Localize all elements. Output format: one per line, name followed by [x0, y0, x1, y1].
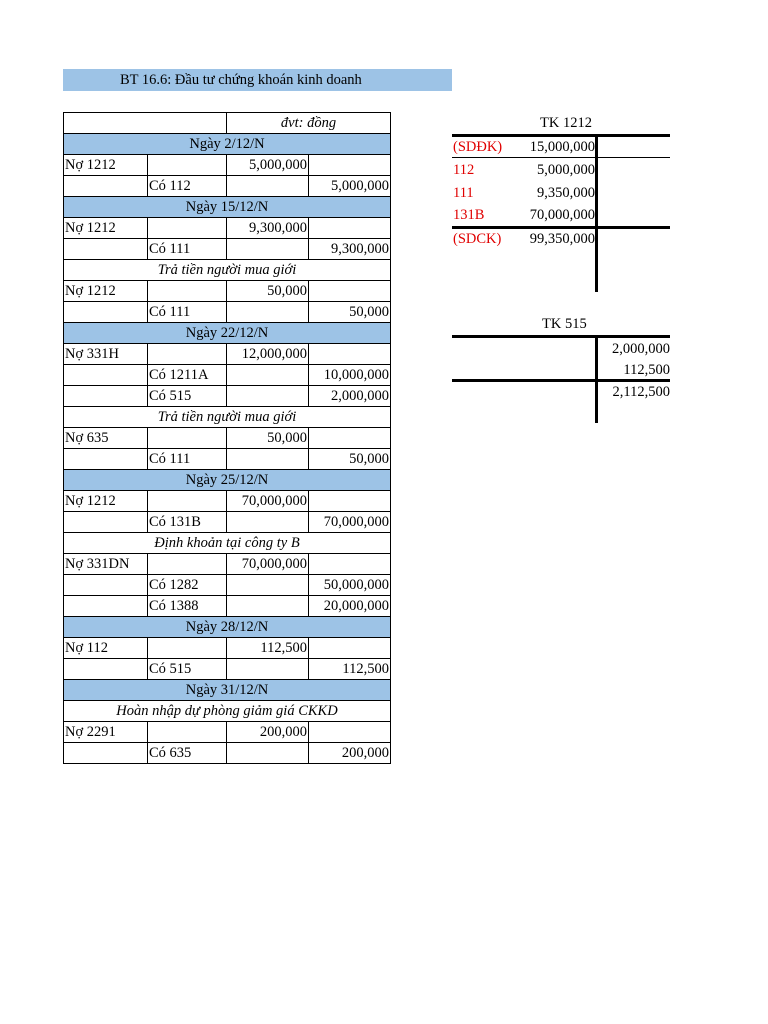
debit-account-cell [64, 596, 148, 617]
journal-table [63, 112, 391, 764]
credit-amount-cell [309, 281, 391, 302]
date-header-row [64, 470, 391, 491]
t-account-1212-row-value: 5,000,000 [537, 162, 595, 178]
entry-note: Định khoản tại công ty B [64, 533, 391, 554]
credit-account-cell: Có 111 [148, 449, 227, 470]
entry-note: Trả tiền người mua giới [64, 407, 391, 428]
journal-entry-row [64, 743, 391, 764]
debit-account-cell [64, 512, 148, 533]
unit-label: đvt: đồng [227, 113, 391, 134]
credit-account-cell [148, 638, 227, 659]
debit-account-cell: Nợ 331DN [64, 554, 148, 575]
debit-amount-cell: 5,000,000 [227, 155, 309, 176]
debit-account-cell: Nợ 1212 [64, 218, 148, 239]
credit-amount-cell [309, 722, 391, 743]
debit-amount-cell: 70,000,000 [227, 554, 309, 575]
credit-amount-cell: 200,000 [309, 743, 391, 764]
credit-account-cell: Có 1282 [148, 575, 227, 596]
t-account-515-name: TK 515 [542, 316, 587, 332]
journal-entry-row [64, 596, 391, 617]
credit-amount-cell [309, 491, 391, 512]
credit-account-cell [148, 344, 227, 365]
journal-entry-row [64, 218, 391, 239]
t-account-1212-name: TK 1212 [540, 115, 592, 131]
journal-entry-row [64, 638, 391, 659]
entry-note: Trả tiền người mua giới [64, 260, 391, 281]
t-account-1212-row-label: 112 [453, 162, 475, 178]
credit-account-cell: Có 1388 [148, 596, 227, 617]
journal-entry-row [64, 491, 391, 512]
date-header: Ngày 31/12/N [64, 680, 391, 701]
journal-entry-row [64, 344, 391, 365]
credit-amount-cell: 112,500 [309, 659, 391, 680]
note-row [64, 533, 391, 554]
journal-entry-row [64, 281, 391, 302]
credit-account-cell [148, 491, 227, 512]
debit-amount-cell [227, 302, 309, 323]
credit-account-cell [148, 218, 227, 239]
debit-amount-cell [227, 449, 309, 470]
debit-amount-cell [227, 176, 309, 197]
credit-amount-cell: 2,000,000 [309, 386, 391, 407]
debit-amount-cell: 50,000 [227, 281, 309, 302]
t-account-515-row-value: 2,000,000 [612, 341, 670, 357]
debit-account-cell [64, 575, 148, 596]
debit-amount-cell [227, 512, 309, 533]
credit-account-cell: Có 515 [148, 659, 227, 680]
debit-account-cell [64, 386, 148, 407]
debit-account-cell: Nợ 2291 [64, 722, 148, 743]
t-account-515-row-value: 112,500 [623, 362, 670, 378]
note-row [64, 407, 391, 428]
credit-amount-cell [309, 638, 391, 659]
credit-account-cell [148, 428, 227, 449]
credit-amount-cell: 20,000,000 [309, 596, 391, 617]
date-header: Ngày 25/12/N [64, 470, 391, 491]
date-header: Ngày 28/12/N [64, 617, 391, 638]
debit-amount-cell: 112,500 [227, 638, 309, 659]
entry-note: Hoàn nhập dự phòng giảm giá CKKD [64, 701, 391, 722]
debit-amount-cell [227, 365, 309, 386]
credit-amount-cell [309, 428, 391, 449]
credit-account-cell: Có 635 [148, 743, 227, 764]
debit-account-cell [64, 302, 148, 323]
debit-amount-cell: 70,000,000 [227, 491, 309, 512]
t-account-1212-row-value: 9,350,000 [537, 185, 595, 201]
date-header: Ngày 2/12/N [64, 134, 391, 155]
t-account-515-top-line [452, 335, 670, 338]
debit-amount-cell: 12,000,000 [227, 344, 309, 365]
journal-entry-row [64, 575, 391, 596]
credit-amount-cell [309, 554, 391, 575]
credit-account-cell [148, 722, 227, 743]
t-account-515-total-value: 2,112,500 [612, 384, 670, 400]
debit-amount-cell: 50,000 [227, 428, 309, 449]
note-row [64, 701, 391, 722]
credit-amount-cell: 5,000,000 [309, 176, 391, 197]
journal-entry-row [64, 659, 391, 680]
credit-amount-cell: 50,000,000 [309, 575, 391, 596]
t-account-1212-opening-label: (SDĐK) [453, 139, 503, 155]
debit-amount-cell: 9,300,000 [227, 218, 309, 239]
credit-account-cell [148, 155, 227, 176]
journal-entry-row [64, 554, 391, 575]
credit-amount-cell [309, 155, 391, 176]
t-account-1212-row-label: 131B [453, 207, 485, 223]
credit-amount-cell: 9,300,000 [309, 239, 391, 260]
debit-account-cell [64, 659, 148, 680]
credit-account-cell: Có 515 [148, 386, 227, 407]
debit-amount-cell [227, 386, 309, 407]
debit-account-cell: Nợ 635 [64, 428, 148, 449]
journal-entry-row [64, 239, 391, 260]
debit-account-cell [64, 176, 148, 197]
credit-account-cell [148, 281, 227, 302]
debit-account-cell [64, 239, 148, 260]
t-account-1212-closing-label: (SDCK) [453, 231, 502, 247]
debit-amount-cell [227, 743, 309, 764]
journal-entry-row [64, 512, 391, 533]
debit-account-cell: Nợ 1212 [64, 491, 148, 512]
journal-entry-row [64, 428, 391, 449]
date-header-row [64, 617, 391, 638]
debit-account-cell [64, 365, 148, 386]
credit-account-cell: Có 1211A [148, 365, 227, 386]
date-header-row [64, 680, 391, 701]
unit-row [64, 113, 391, 134]
debit-account-cell: Nợ 1212 [64, 281, 148, 302]
t-account-1212-row-value: 70,000,000 [529, 207, 595, 223]
debit-account-cell: Nợ 112 [64, 638, 148, 659]
journal-entry-row [64, 386, 391, 407]
debit-amount-cell [227, 596, 309, 617]
debit-account-cell [64, 449, 148, 470]
credit-account-cell: Có 131B [148, 512, 227, 533]
credit-amount-cell: 10,000,000 [309, 365, 391, 386]
journal-entry-row [64, 365, 391, 386]
credit-amount-cell: 50,000 [309, 449, 391, 470]
debit-account-cell: Nợ 1212 [64, 155, 148, 176]
t-account-1212-opening-line [452, 157, 670, 158]
credit-account-cell: Có 111 [148, 239, 227, 260]
t-account-1212-opening-value: 15,000,000 [529, 139, 595, 155]
debit-account-cell: Nợ 331H [64, 344, 148, 365]
journal-entry-row [64, 449, 391, 470]
journal-entry-row [64, 176, 391, 197]
credit-amount-cell [309, 344, 391, 365]
debit-amount-cell [227, 239, 309, 260]
date-header: Ngày 22/12/N [64, 323, 391, 344]
journal-entry-row [64, 155, 391, 176]
date-header-row [64, 197, 391, 218]
t-account-1212-row-label: 111 [453, 185, 474, 201]
journal-entry-row [64, 302, 391, 323]
credit-account-cell: Có 112 [148, 176, 227, 197]
debit-amount-cell [227, 575, 309, 596]
note-row [64, 260, 391, 281]
credit-account-cell [148, 554, 227, 575]
date-header-row [64, 323, 391, 344]
credit-amount-cell [309, 218, 391, 239]
debit-amount-cell [227, 659, 309, 680]
credit-account-cell: Có 111 [148, 302, 227, 323]
date-header-row [64, 134, 391, 155]
debit-amount-cell: 200,000 [227, 722, 309, 743]
journal-entry-row [64, 722, 391, 743]
t-account-1212-closing-value: 99,350,000 [529, 231, 595, 247]
date-header: Ngày 15/12/N [64, 197, 391, 218]
credit-amount-cell: 70,000,000 [309, 512, 391, 533]
exercise-title: BT 16.6: Đầu tư chứng khoán kinh doanh [63, 69, 452, 91]
debit-account-cell [64, 743, 148, 764]
credit-amount-cell: 50,000 [309, 302, 391, 323]
